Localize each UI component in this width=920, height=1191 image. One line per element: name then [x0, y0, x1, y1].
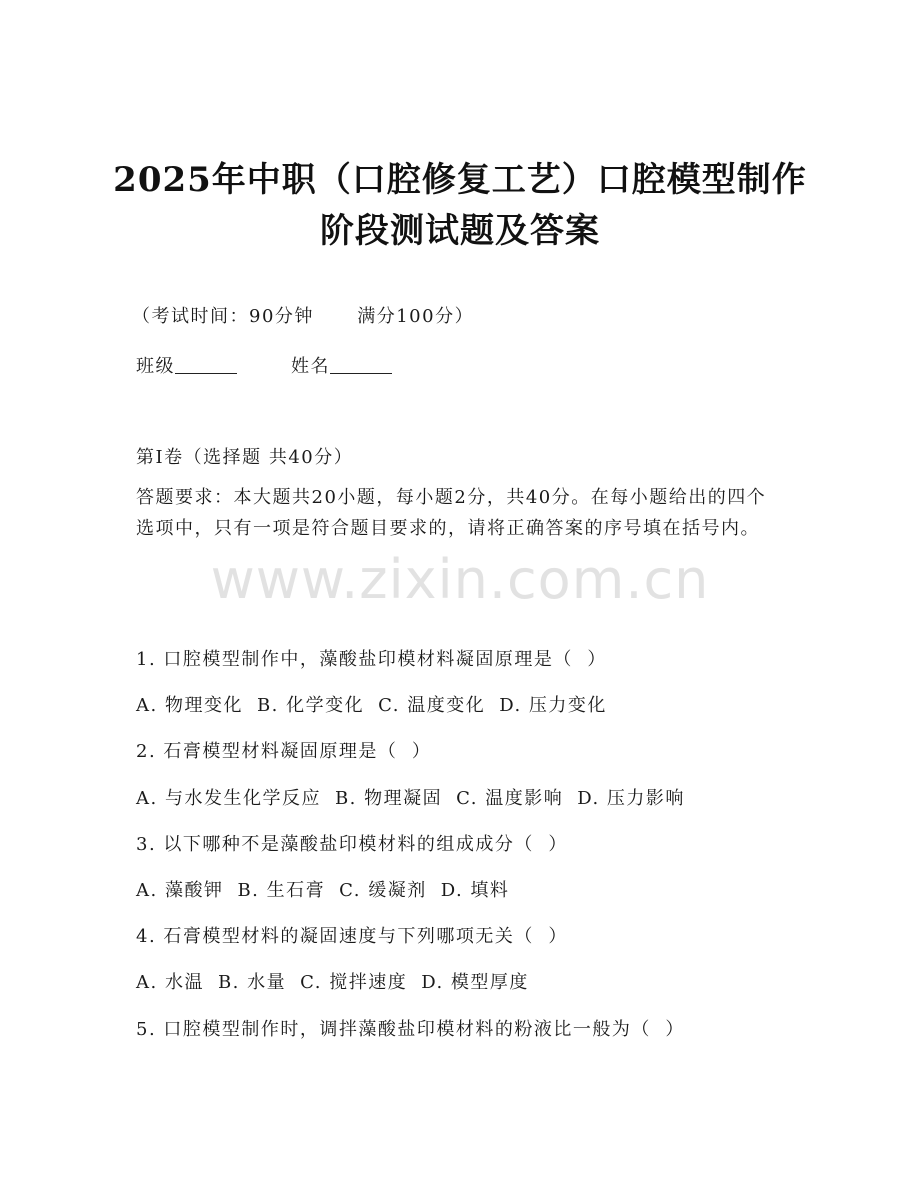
question-3-options: [136, 876, 509, 902]
document-title-line-2: 阶段测试题及答案: [320, 211, 600, 251]
question-2: 2. 石膏模型材料凝固原理是（ ）: [136, 741, 432, 762]
option: C. 温度影响: [456, 788, 564, 809]
question-5: 5. 口腔模型制作时，调拌藻酸盐印模材料的粉液比一般为（ ）: [136, 1019, 685, 1040]
class-blank-field[interactable]: [175, 355, 237, 374]
student-info-row: [136, 352, 392, 378]
watermark: www.zixin.com.cn: [210, 548, 710, 611]
option: C. 缓凝剂: [339, 880, 427, 901]
question-3: 3. 以下哪种不是藻酸盐印模材料的组成成分（ ）: [136, 834, 568, 855]
question-1: 1. 口腔模型制作中，藻酸盐印模材料凝固原理是（ ）: [136, 649, 607, 670]
option: D. 模型厚度: [421, 972, 529, 993]
option: B. 物理凝固: [334, 788, 443, 809]
option: B. 化学变化: [256, 695, 365, 716]
option: A. 与水发生化学反应: [136, 788, 321, 809]
name-label: 姓名: [291, 356, 330, 377]
option: A. 藻酸钾: [136, 880, 224, 901]
question-2-options: [136, 784, 685, 810]
question-4-options: [136, 968, 529, 994]
option: C. 温度变化: [378, 695, 486, 716]
option: B. 水量: [217, 972, 287, 993]
option: D. 压力影响: [577, 788, 685, 809]
option: D. 压力变化: [499, 695, 607, 716]
section-heading: 第I卷（选择题 共40分）: [136, 447, 354, 468]
option: D. 填料: [440, 880, 510, 901]
exam-info: （考试时间：90分钟 满分100分）: [132, 306, 475, 327]
document-title-line-1: 2025年中职（口腔修复工艺）口腔模型制作: [113, 160, 807, 200]
option: C. 搅拌速度: [300, 972, 408, 993]
name-blank-field[interactable]: [330, 355, 392, 374]
instructions-paragraph: 答题要求：本大题共20小题，每小题2分，共40分。在每小题给出的四个选项中，只有一项是符合题目要求的，请将正确答案的序号填在括号内。: [136, 487, 767, 539]
question-4: 4. 石膏模型材料的凝固速度与下列哪项无关（ ）: [136, 926, 568, 947]
question-1-options: [136, 691, 607, 717]
option: B. 生石膏: [237, 880, 326, 901]
class-label: 班级: [136, 356, 175, 377]
option: A. 物理变化: [136, 695, 243, 716]
option: A. 水温: [136, 972, 204, 993]
